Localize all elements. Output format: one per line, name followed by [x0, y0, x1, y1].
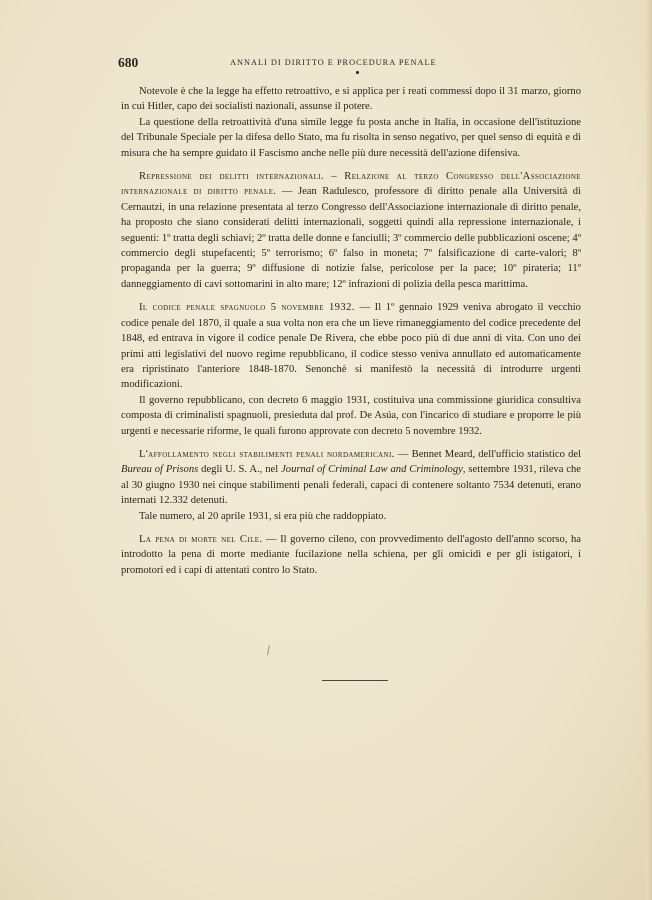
section-heading-prison-overcrowding: L'affollamento negli stabilimenti penali nordamericani. — [139, 448, 395, 460]
section-text-spanish-code: — Il 1º gennaio 1929 veniva abrogato il vecchio codice penale del 1870, il quale a sua volta non era che un lieve rimaneggiamento del codice precedente del 1848, ed entrava in vigore il codice penale De Rivera, che ebbe poco più di due anni di vita. Con uno dei primi atti legislativi del nuovo regime repubblicano, il codice stesso veniva annullato ed automaticamente era ripristinato l'anteriore 1848-1870. Senonchè si manifestò la necessità di introdurre urgenti modificazioni. — [121, 302, 581, 391]
section-text-death-penalty-chile: — Il governo cileno, con provvedimento dell'agosto dell'anno scorso, ha introdotto la pena di morte mediante fucilazione nella schiena, per gli omicidi e per gli istigatori, i promotori ed i capi di attentati contro lo Stato. — [121, 533, 581, 576]
page-header — [118, 55, 580, 73]
page-edge-shadow — [646, 0, 652, 900]
section-heading-international-crimes: Repressione dei delitti internazionali. – Relazione al terzo Congresso dell'Associazione internazionale di diritto penale. — [121, 171, 581, 198]
header-ornament — [356, 71, 359, 74]
paragraph-retroactivity: Notevole è che la legge ha effetto retroattivo, e si applica per i reati commessi dopo il 31 marzo, giorno in cui Hitler, capo dei socialisti nazionali, assunse il potere. — [121, 86, 581, 113]
running-title: ANNALI DI DIRITTO E PROCEDURA PENALE — [230, 58, 437, 67]
page-number: 680 — [118, 55, 139, 70]
section-death-penalty-chile — [121, 532, 581, 578]
section-international-crimes — [121, 169, 581, 292]
journal-title: Journal of Criminal Law and Criminology — [281, 464, 463, 476]
end-rule — [322, 680, 388, 681]
section-text-part: — Bennet Meard, dell'ufficio statistico del — [394, 448, 582, 460]
section-text-international-crimes: — Jean Radulesco, professore di diritto penale alla Università di Cernautzi, in una relazione presentata al terzo Congresso dell'Associazione internazionale di diritto penale, ha proposto che siano considerati delitti internazionali, soggetti quindi alla repressione internazionale, i seguenti: 1º tratta degli schiavi; 2º tratta delle donne e fanciulli; 3º commercio delle pubblicazioni oscene; 4º commercio degli stupefacenti; 5º terrorismo; 6º falso in moneta; 7º falsificazione di carte-valori; 8º propaganda per la guerra; 9º diffusione di notizie false, pericolose per la pace; 10º pirateria; 11º danneggiamento di cavi sottomarini in alto mare; 12º infrazioni di polizia della pesca marittima. — [121, 186, 581, 290]
bureau-of-prisons-title: Bureau of Prisons — [121, 464, 199, 476]
paragraph-italy-question: La questione della retroattività d'una simile legge fu posta anche in Italia, in occasione dell'istituzione del Tribunale Speciale per la difesa dello Stato, ma fu risolta in senso negativo, per quel senso di equità e di misura che ha sempre guidato il Fascismo anche nelle più dure necessità dell'azione difensiva. — [121, 116, 581, 159]
paragraph-republican-government: Il governo repubblicano, con decreto 6 maggio 1931, costituiva una commissione giuridica consultiva composta di criminalisti spagnuoli, presieduta dal prof. De Asúa, con l'incarico di studiare e proporre le più urgenti e necessarie riforme, le quali furono approvate con decreto 5 novembre 1932. — [121, 394, 581, 437]
section-heading-spanish-code: Il codice penale spagnuolo 5 novembre 1932. — [139, 302, 355, 314]
pencil-mark — [267, 645, 270, 655]
section-heading-death-penalty-chile: La pena di morte nel Cile. — [139, 533, 263, 545]
section-prison-overcrowding — [121, 447, 581, 509]
article-body — [121, 84, 581, 578]
section-spanish-code — [121, 300, 581, 392]
paragraph-doubled-number: Tale numero, al 20 aprile 1931, si era più che raddoppiato. — [139, 510, 387, 522]
section-text-part: , settembre 1931, rileva che al 30 giugno 1930 nei cinque stabilimenti penali federali, capaci di contenere soltanto 7534 detenuti, erano internati 12.332 detenuti. — [121, 464, 582, 507]
section-text-part: degli U. S. A., nel — [198, 464, 282, 476]
